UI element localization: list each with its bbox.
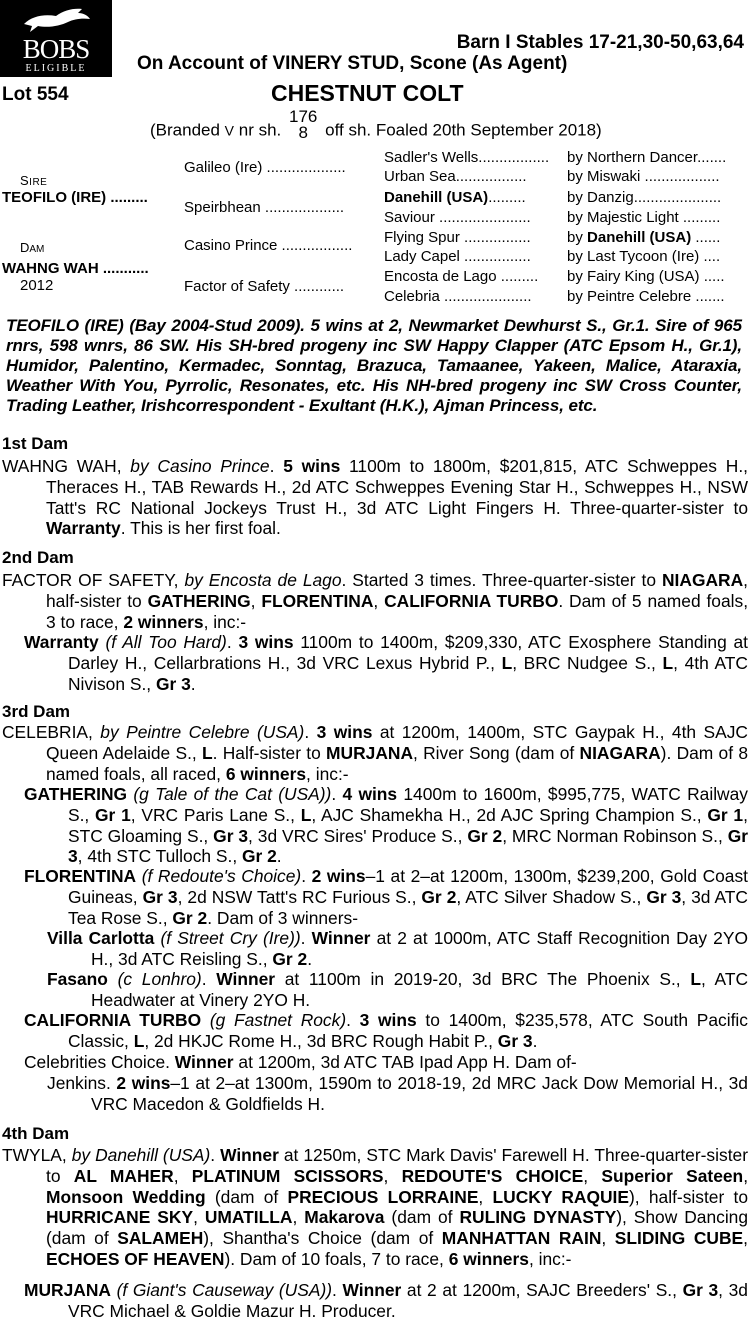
sire-summary: TEOFILO (IRE) (Bay 2004-Stud 2009). 5 wins at 2, Newmarket Dewhurst S., Gr.1. Sire of 965 rnrs, 598 wnrs, 86 SW. His SH-bred progeny inc SW Happy Clapper (ATC Epsom H., Gr.1), Humidor, Palentino, Kermadec, Sonntag, Brazuca, Tamaanee, Yakeen, Malice, Ataraxia, Weather With You, Pyrrolic, Resonates, etc. His NH-bred progeny inc SW Cross Counter, Trading Leather, Irishcorrespondent - Exultant (H.K.), Ajman Princess, etc. — [6, 316, 742, 415]
vendor-account: On Account of VINERY STUD, Scone (As Agent) — [137, 53, 568, 74]
dam3-progeny-florentina: FLORENTINA (f Redoute's Choice). 2 wins–1 at 2–at 1200m, 1300m, $239,200, Gold Coast Guineas, Gr 3, 2d NSW Tatt's RC Furious S., Gr 2, ATC Silver Shadow S., Gr 3, 3d ATC Tea Rose S., Gr 2. Dam of 3 winners- — [24, 866, 748, 928]
dam1-paragraph: WAHNG WAH, by Casino Prince. 5 wins 1100m to 1800m, $201,815, ATC Schweppes H., Theraces H., TAB Rewards H., 2d ATC Schweppes Evening Star H., Schweppes H., NSW Tatt's RC National Jockeys Trust H., 3d ATC Light Fingers H. Three-quarter-sister to Warranty. This is her first foal. — [2, 456, 748, 539]
ggp-2-sire: by Miswaki .................. — [567, 168, 720, 185]
dam2-progeny-warranty: Warranty (f All Too Hard). 3 wins 1100m to 1400m, $209,330, ATC Exosphere Standing at Darley H., Cellarbrations H., 3d VRC Lexus Hybrid P., L, BRC Nudgee S., L, 4th ATC Nivison S., Gr 3. — [24, 632, 748, 694]
brand-suffix: off sh. Foaled 20th September 2018) — [325, 120, 602, 140]
section-2nd-dam: 2nd Dam — [2, 548, 74, 567]
ggp-1-sire: by Northern Dancer....... — [567, 149, 727, 166]
brand-prefix: (Branded — [150, 120, 220, 140]
dam3-progeny-california-turbo: CALIFORNIA TURBO (g Fastnet Rock). 3 wins to 1400m, $235,578, ATC South Pacific Classic, L, 2d HKJC Rome H., 3d BRC Rough Habit P., Gr 3. — [24, 1010, 748, 1051]
ggp-5-sire: by Danehill (USA) ...... — [567, 229, 721, 246]
granddam-sire-side: Speirbhean ................... — [184, 199, 345, 216]
brand-near: nr sh. — [238, 120, 282, 140]
lot-title: CHESTNUT COLT — [271, 80, 464, 106]
horse-icon — [22, 6, 92, 34]
ggp-6-sire: by Last Tycoon (Ire) .... — [567, 248, 721, 265]
dam4-progeny-murjana: MURJANA (f Giant's Causeway (USA)). Winner at 2 at 1200m, SAJC Breeders' S., Gr 3, 3d VRC Michael & Goldie Mazur H. Producer. — [24, 1280, 748, 1321]
ggp-8: Celebria ..................... — [384, 288, 532, 305]
brand-number-top: 176 — [289, 107, 318, 126]
dam2-paragraph: FACTOR OF SAFETY, by Encosta de Lago. Started 3 times. Three-quarter-sister to NIAGARA, half-sister to GATHERING, FLORENTINA, CALIFORNIA TURBO. Dam of 5 named foals, 3 to race, 2 winners, inc:- — [2, 570, 749, 632]
dam3-grandprogeny-fasano: Fasano (c Lonhro). Winner at 1100m in 2019-20, 3d BRC The Phoenix S., L, ATC Headwater at Vinery 2YO H. — [47, 969, 749, 1010]
dam-label: DAM — [20, 240, 45, 255]
section-1st-dam: 1st Dam — [2, 434, 69, 453]
brand-number-bottom: 8 — [298, 123, 308, 142]
ggp-7: Encosta de Lago ......... — [384, 268, 539, 285]
ggp-1: Sadler's Wells................. — [384, 149, 550, 166]
brand-mark: V — [224, 122, 235, 139]
dam3-grandprogeny-jenkins: Jenkins. 2 wins–1 at 2–at 1300m, 1590m to 2018-19, 2d MRC Jack Dow Memorial H., 3d VRC Macedon & Goldfields H. — [47, 1073, 748, 1114]
logo-tagline: ELIGIBLE — [25, 63, 87, 74]
ggp-5: Flying Spur ................ — [384, 229, 531, 246]
grandsire: Galileo (Ire) ................... — [184, 159, 346, 176]
section-3rd-dam: 3rd Dam — [2, 702, 71, 721]
dam3-progeny-celebrities-choice: Celebrities Choice. Winner at 1200m, 3d ATC TAB Ipad App H. Dam of- — [24, 1052, 577, 1072]
lot-number: Lot 554 — [2, 84, 69, 105]
dam3-paragraph: CELEBRIA, by Peintre Celebre (USA). 3 wins at 1200m, 1400m, STC Gaypak H., 4th SAJC Queen Adelaide S., L. Half-sister to MURJANA, River Song (dam of NIAGARA). Dam of 8 named foals, all raced, 6 winners, inc:- — [2, 722, 748, 784]
brand-line — [150, 107, 602, 147]
ggp-4: Saviour ...................... — [384, 209, 531, 226]
logo-brand: BOBS — [22, 34, 90, 64]
dam-name: WAHNG WAH ........... — [2, 260, 149, 277]
sire-label: SIRE — [20, 173, 48, 188]
dam-dam: Factor of Safety ............ — [184, 278, 345, 295]
ggp-3: Danehill (USA)......... — [384, 189, 526, 206]
section-4th-dam: 4th Dam — [2, 1124, 70, 1143]
ggp-3-sire: by Danzig..................... — [567, 189, 722, 206]
ggp-6: Lady Capel ................ — [384, 248, 531, 265]
dam3-progeny-gathering: GATHERING (g Tale of the Cat (USA)). 4 wins 1400m to 1600m, $995,775, WATC Railway S., Gr 1, VRC Paris Lane S., L, AJC Shamekha H., 2d AJC Spring Champion S., Gr 1, STC Gloaming S., Gr 3, 3d VRC Sires' Produce S., Gr 2, MRC Norman Robinson S., Gr 3, 4th STC Tulloch S., Gr 2. — [24, 784, 748, 867]
ggp-2: Urban Sea................. — [384, 168, 527, 185]
sire-name: TEOFILO (IRE) ......... — [2, 189, 148, 206]
ggp-7-sire: by Fairy King (USA) ..... — [567, 268, 725, 285]
ggp-4-sire: by Majestic Light ......... — [567, 209, 721, 226]
dam-sire: Casino Prince ................. — [184, 237, 353, 254]
dam4-paragraph: TWYLA, by Danehill (USA). Winner at 1250m, STC Mark Davis' Farewell H. Three-quarter-sister to AL MAHER, PLATINUM SCISSORS, REDOUTE'S CHOICE, Superior Sateen, Monsoon Wedding (dam of PRECIOUS LORRAINE, LUCKY RAQUIE), half-sister to HURRICANE SKY, UMATILLA, Makarova (dam of RULING DYNASTY), Show Dancing (dam of SALAMEH), Shantha's Choice (dam of MANHATTAN RAIN, SLIDING CUBE, ECHOES OF HEAVEN). Dam of 10 foals, 7 to race, 6 winners, inc:- — [2, 1145, 749, 1269]
bobs-eligible-logo — [0, 0, 112, 77]
dam-year: 2012 — [20, 277, 54, 294]
ggp-8-sire: by Peintre Celebre ....... — [567, 288, 725, 305]
barn-location: Barn I Stables 17-21,30-50,63,64 — [456, 32, 744, 53]
dam3-grandprogeny-villa-carlotta: Villa Carlotta (f Street Cry (Ire)). Winner at 2 at 1000m, ATC Staff Recognition Day 2YO H., 3d ATC Reisling S., Gr 2. — [47, 928, 748, 969]
